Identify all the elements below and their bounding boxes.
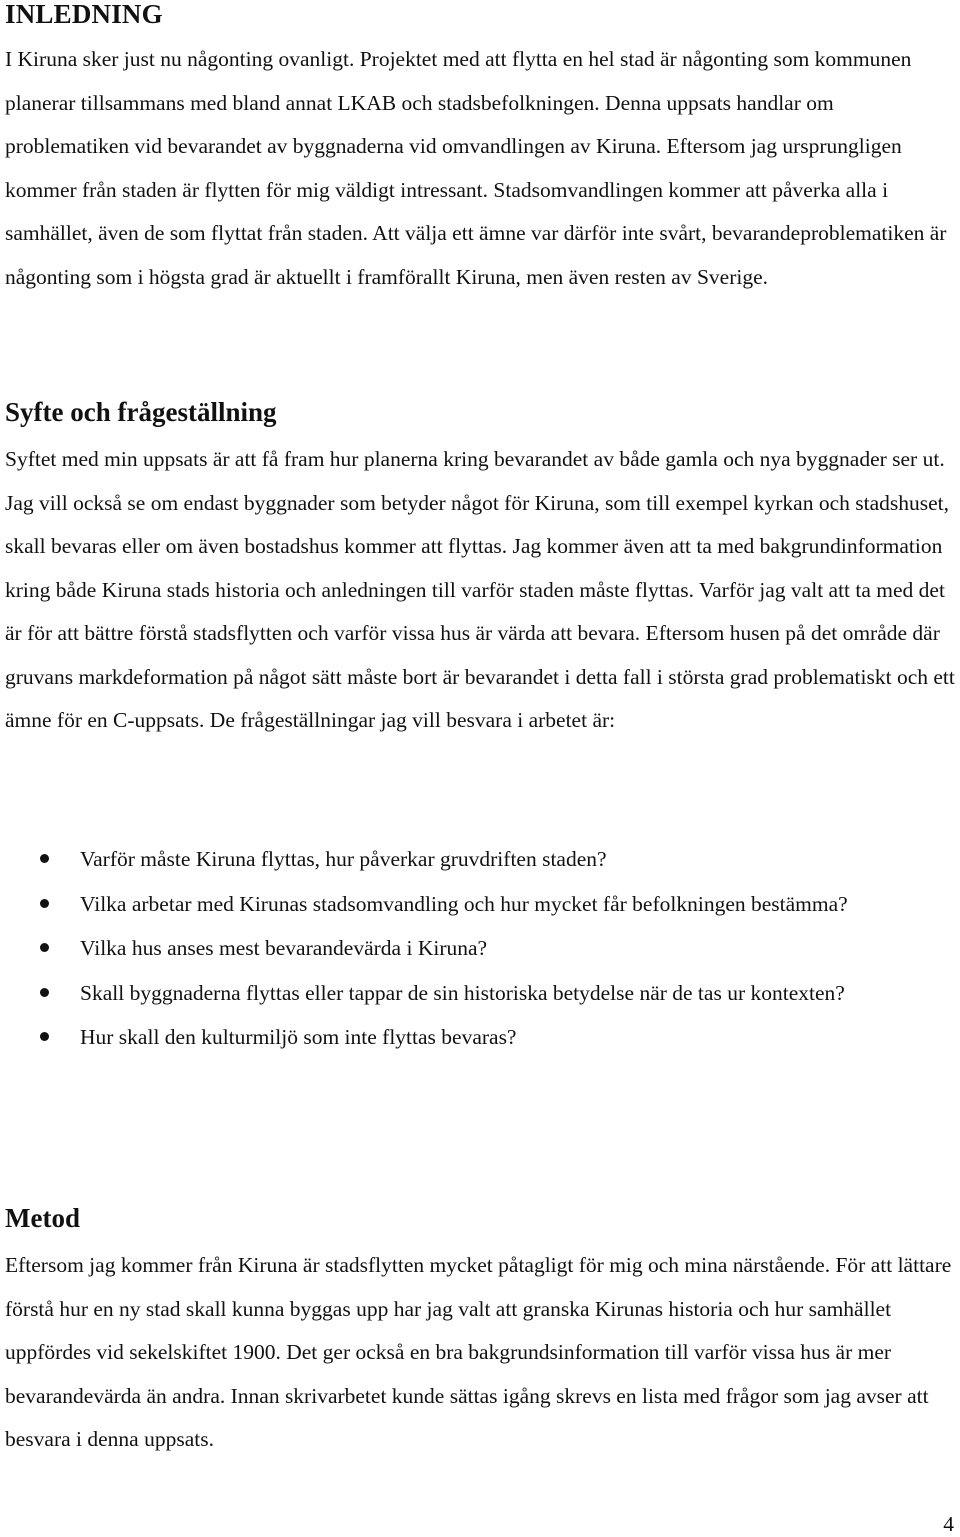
intro-paragraph: I Kiruna sker just nu någonting ovanligt. Projektet med att flytta en hel stad är någonting som kommunen planerar tillsammans med bland annat LKAB och stadsbefolkningen. Denna uppsats handlar om problematiken vid bevarandet av byggnaderna vid omvandlingen av Kiruna. Eftersom jag ursprungligen kommer från staden är flytten för mig väldigt intressant. Stadsomvandlingen kommer att påverka alla i samhället, även de som flyttat från staden. Att välja ett ämne var därför inte svårt, bevarandeproblematiken är någonting som i högsta grad är aktuellt i framförallt Kiruna, men även resten av Sverige. (5, 47, 947, 289)
question-text: Varför måste Kiruna flyttas, hur påverkar gruvdriften staden? (80, 847, 607, 871)
page-number: 4 (943, 1512, 954, 1536)
question-text: Vilka hus anses mest bevarandevärda i Kiruna? (80, 936, 488, 960)
question-text: Hur skall den kulturmiljö som inte flyttas bevaras? (80, 1025, 517, 1049)
bullet-icon (40, 899, 49, 908)
bullet-icon (40, 988, 49, 997)
bullet-icon (40, 943, 49, 952)
bullet-icon (40, 1032, 49, 1041)
bullet-icon (40, 854, 49, 863)
section-heading-inledning: INLEDNING (5, 0, 163, 29)
list-item (0, 837, 960, 881)
syfte-paragraph: Syftet med min uppsats är att få fram hur planerna kring bevarandet av både gamla och nya byggnader ser ut. Jag vill också se om endast byggnader som betyder något för Kiruna, som till exempel kyrkan och stadshuset, skall bevaras eller om även bostadshus kommer att flyttas. Jag kommer även att ta med bakgrundinformation kring både Kiruna stads historia och anledningen till varför staden måste flyttas. Varför jag valt att ta med det är för att bättre förstå stadsflytten och varför vissa hus är värda att bevara. Eftersom husen på det område där gruvans markdeformation på något sätt måste bort är bevarandet i detta fall i största grad problematiskt och ett ämne för en C-uppsats. De frågeställningar jag vill besvara i arbetet är: (5, 447, 955, 732)
list-item (0, 882, 960, 926)
section-heading-syfte: Syfte och frågeställning (5, 397, 277, 427)
list-item (0, 1015, 960, 1059)
section-heading-metod: Metod (5, 1203, 80, 1233)
question-text: Skall byggnaderna flyttas eller tappar de sin historiska betydelse när de tas ur kontexten? (80, 980, 845, 1005)
question-text: Vilka arbetar med Kirunas stadsomvandling och hur mycket får befolkningen bestämma? (80, 891, 848, 916)
question-list (0, 837, 960, 1060)
list-item (0, 926, 960, 970)
list-item (0, 971, 960, 1015)
metod-paragraph: Eftersom jag kommer från Kiruna är stadsflytten mycket påtagligt för mig och mina närstående. För att lättare förstå hur en ny stad skall kunna byggas upp har jag valt att granska Kirunas historia och hur samhället uppfördes vid sekelskiftet 1900. Det ger också en bra bakgrundsinformation till varför vissa hus är mer bevarandevärda än andra. Innan skrivarbetet kunde sättas igång skrevs en lista med frågor som jag avser att besvara i denna uppsats. (5, 1253, 952, 1451)
